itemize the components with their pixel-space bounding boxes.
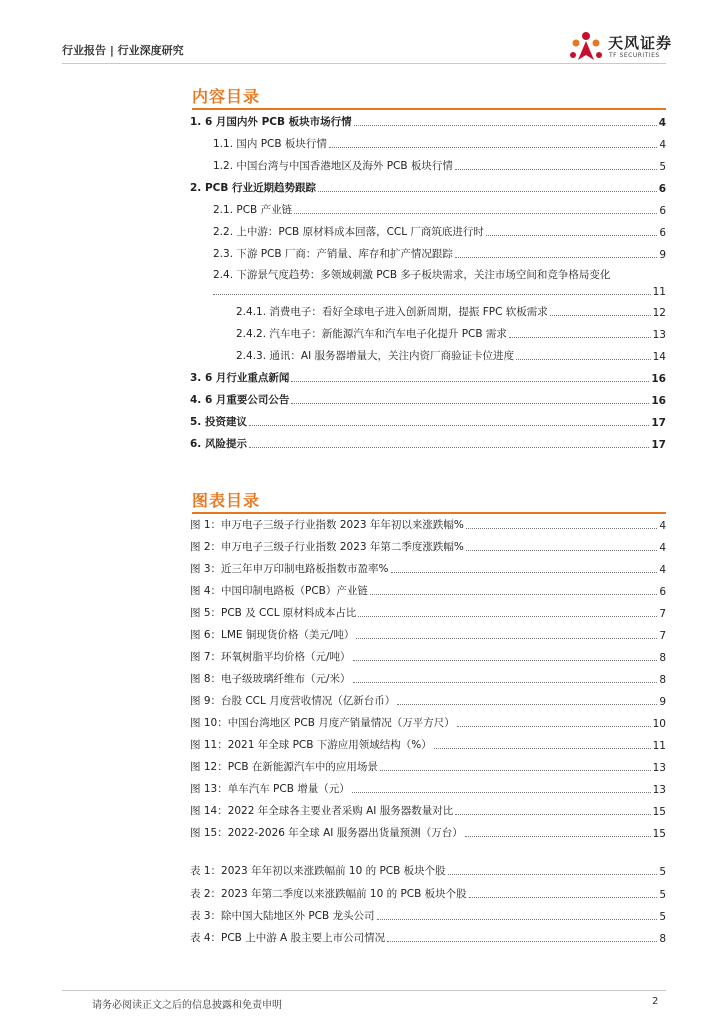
- figure-entry[interactable]: 图 13：单车汽车 PCB 增量（元） 13: [190, 783, 666, 796]
- logo-subtext: TF SECURITIES: [609, 52, 660, 59]
- toc-entry[interactable]: 2.4.3. 通讯：AI 服务器增量大，关注内资厂商验证卡位进度 14: [236, 350, 666, 363]
- figures-title-underline: [192, 512, 666, 514]
- table-entry[interactable]: 表 3：除中国大陆地区外 PCB 龙头公司 5: [190, 910, 666, 923]
- figure-entry[interactable]: 图 15：2022-2026 年全球 AI 服务器出货量预测（万台） 15: [190, 827, 666, 840]
- page-header: [0, 0, 724, 70]
- figure-entry[interactable]: 图 2：申万电子三级子行业指数 2023 年第二季度涨跌幅% 4: [190, 541, 666, 554]
- figure-entry[interactable]: 图 1：申万电子三级子行业指数 2023 年年初以来涨跌幅% 4: [190, 519, 666, 532]
- figure-entry[interactable]: 图 9：台股 CCL 月度营收情况（亿新台币） 9: [190, 695, 666, 708]
- figure-entry[interactable]: 图 6：LME 铜现货价格（美元/吨） 7: [190, 629, 666, 642]
- breadcrumb: 行业报告 | 行业深度研究: [62, 44, 184, 57]
- toc-entry[interactable]: 2. PCB 行业近期趋势跟踪 6: [190, 182, 666, 195]
- toc-entry[interactable]: 1. 6 月国内外 PCB 板块市场行情 4: [190, 116, 666, 129]
- logo-text: 天风证券: [608, 34, 673, 52]
- figure-entry[interactable]: 图 4：中国印制电路板（PCB）产业链 6: [190, 585, 666, 598]
- figure-entry[interactable]: 图 10：中国台湾地区 PCB 月度产销量情况（万平方尺） 10: [190, 717, 666, 730]
- page-number: 2: [652, 996, 659, 1007]
- table-entry[interactable]: 表 4：PCB 上中游 A 股主要上市公司情况 8: [190, 932, 666, 945]
- toc-entry[interactable]: 5. 投资建议 17: [190, 416, 666, 429]
- figure-entry[interactable]: 图 3：近三年申万印制电路板指数市盈率% 4: [190, 563, 666, 576]
- company-logo: [568, 30, 678, 64]
- toc-entry[interactable]: 3. 6 月行业重点新闻 16: [190, 372, 666, 385]
- figure-entry[interactable]: 图 5：PCB 及 CCL 原材料成本占比 7: [190, 607, 666, 620]
- figure-entry[interactable]: 图 14：2022 年全球各主要业者采购 AI 服务器数量对比 15: [190, 805, 666, 818]
- toc-entry[interactable]: 6. 风险提示 17: [190, 438, 666, 451]
- figure-entry[interactable]: 图 7：环氧树脂平均价格（元/吨） 8: [190, 651, 666, 664]
- toc-entry[interactable]: 2.3. 下游 PCB 厂商：产销量、库存和扩产情况跟踪 9: [213, 248, 666, 261]
- figure-entry[interactable]: 图 8：电子级玻璃纤维布（元/米） 8: [190, 673, 666, 686]
- footer-divider: [62, 990, 666, 991]
- figures-title: 图表目录: [192, 491, 261, 510]
- toc-title-underline: [192, 108, 666, 110]
- figure-entry[interactable]: 图 12：PCB 在新能源汽车中的应用场景 13: [190, 761, 666, 774]
- toc-entry[interactable]: 2.4.2. 汽车电子：新能源汽车和汽车电子化提升 PCB 需求 13: [236, 328, 666, 341]
- toc-entry-wrapped[interactable]: 2.4. 下游景气度趋势：多领域刺激 PCB 多子板块需求，关注市场空间和竞争格局变化: [213, 269, 611, 281]
- table-entry[interactable]: 表 1：2023 年年初以来涨跌幅前 10 的 PCB 板块个股 5: [190, 865, 666, 878]
- toc-entry[interactable]: 4. 6 月重要公司公告 16: [190, 394, 666, 407]
- toc-entry-wrap-line[interactable]: 11: [213, 282, 666, 298]
- toc-entry[interactable]: 1.2. 中国台湾与中国香港地区及海外 PCB 板块行情 5: [213, 160, 666, 173]
- logo-icon: [568, 30, 604, 64]
- toc-title: 内容目录: [192, 87, 261, 106]
- figure-entry[interactable]: 图 11：2021 年全球 PCB 下游应用领域结构（%） 11: [190, 739, 666, 752]
- toc-entry[interactable]: 2.1. PCB 产业链 6: [213, 204, 666, 217]
- footer-disclaimer: 请务必阅读正文之后的信息披露和免责申明: [92, 1000, 282, 1011]
- toc-entry[interactable]: 1.1. 国内 PCB 板块行情 4: [213, 138, 666, 151]
- toc-entry[interactable]: 2.4.1. 消费电子：看好全球电子进入创新周期，提振 FPC 软板需求 12: [236, 306, 666, 319]
- toc-entry[interactable]: 2.2. 上中游：PCB 原材料成本回落，CCL 厂商筑底进行时 6: [213, 226, 666, 239]
- table-entry[interactable]: 表 2：2023 年第二季度以来涨跌幅前 10 的 PCB 板块个股 5: [190, 888, 666, 901]
